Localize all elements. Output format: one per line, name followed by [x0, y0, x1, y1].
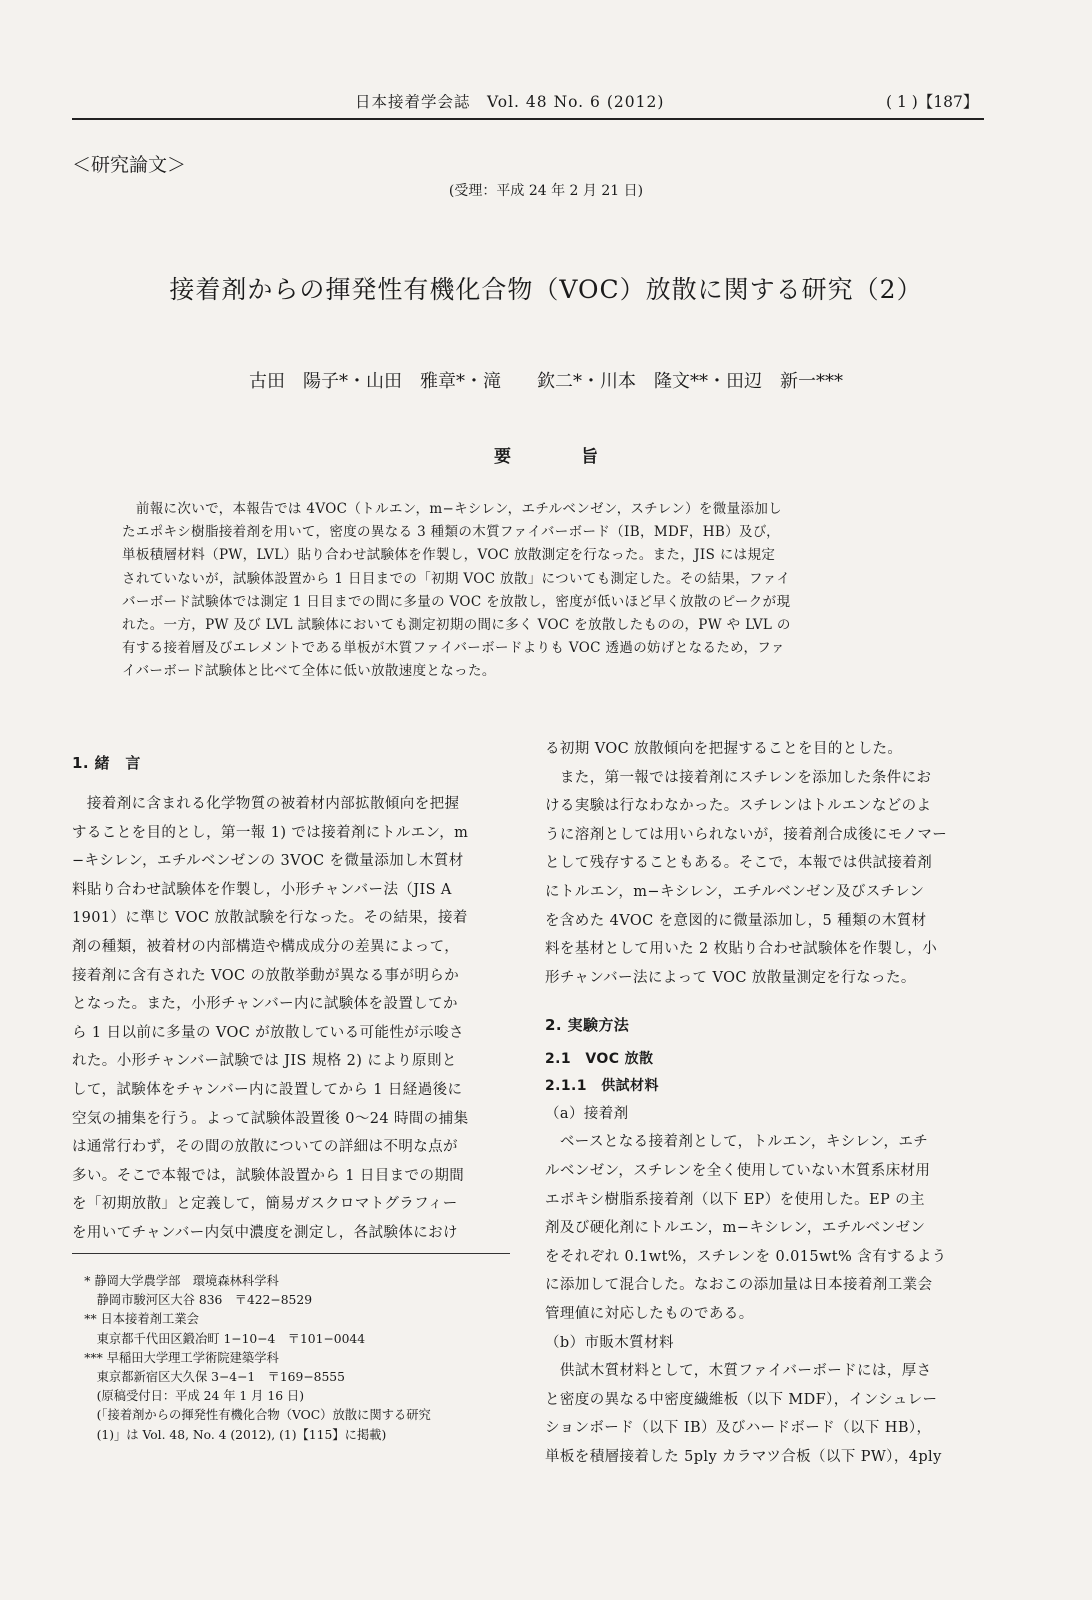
body-line: うに溶剤としては用いられないが，接着剤合成後にモノマー [545, 826, 948, 843]
body-line: ベースとなる接着剤として，トルエン，キシレン，エチ [545, 1134, 929, 1151]
footnote-line: 東京都千代田区鍛冶町 1−10−4 〒101−0044 [72, 1331, 366, 1346]
abstract-line: されていないが，試験体設置から 1 日目までの「初期 VOC 放散」についても測定した。その結果，ファイ [122, 570, 791, 587]
body-line: 管理値に対応したものである。 [545, 1305, 754, 1322]
body-line: として残存することもある。そこで，本報では供試接着剤 [545, 855, 933, 872]
author-list: 古田 陽子*・山田 雅章*・滝 欽二*・川本 隆文**・田辺 新一*** [249, 371, 843, 392]
body-line: ションボード（以下 IB）及びハードボード（以下 HB）， [545, 1420, 932, 1437]
body-line: して，試験体をチャンバー内に設置してから 1 日経過後に [72, 1081, 463, 1098]
section-heading-methods: 2. 実験方法 [545, 1016, 630, 1035]
subsubsection-heading-materials: 2.1.1 供試材料 [545, 1078, 659, 1095]
footnote-line: 東京都新宿区大久保 3−4−1 〒169−8555 [72, 1369, 345, 1384]
item-heading-adhesive: （a）接着剤 [545, 1106, 629, 1123]
abstract-line: 有する接着層及びエレメントである単板が木質ファイバーボードよりも VOC 透過の妨げとなるため，ファ [122, 640, 785, 657]
footnote-line: 静岡市駿河区大谷 836 〒422−8529 [72, 1293, 313, 1308]
abstract-line: たエポキシ樹脂接着剤を用いて，密度の異なる 3 種類の木質ファイバーボード（IB，MDF，HB）及び， [122, 524, 780, 541]
right-column [545, 737, 987, 1473]
body-line: また，第一報では接着剤にスチレンを添加した条件にお [545, 769, 932, 786]
body-line: を用いてチャンバー内気中濃度を測定し，各試験体におけ [72, 1224, 458, 1241]
abstract-heading: 要旨 [494, 447, 668, 467]
body-line: 多い。そこで本報では，試験体設置から 1 日目までの期間 [72, 1167, 465, 1184]
body-line: にトルエン，m−キシレン，エチルベンゼン及びスチレン [545, 883, 925, 900]
body-line: となった。また，小形チャンバー内に試験体を設置してか [72, 996, 458, 1013]
section-heading-introduction: 1. 緒 言 [72, 754, 141, 772]
body-line: は通常行わず，その間の放散についての詳細は不明な点が [72, 1139, 458, 1156]
spacer [545, 994, 987, 1014]
footnote-line: (1)」は Vol. 48, No. 4 (2012), (1)【115】に掲載) [72, 1427, 387, 1442]
abstract-line: 前報に次いで，本報告では 4VOC（トルエン，m−キシレン，エチルベンゼン，スチレン）を微量添加し [122, 501, 783, 517]
item-heading-wood: （b）市販木質材料 [545, 1334, 674, 1351]
footnote-line: (原稿受付日：平成 24 年 1 月 16 日) [72, 1389, 305, 1404]
abstract-line: 単板積層材料（PW，LVL）貼り合わせ試験体を作製し，VOC 放散測定を行なった。また，JIS には規定 [122, 547, 776, 564]
body-line: を含めた 4VOC を意図的に微量添加し，5 種類の木質材 [545, 912, 927, 929]
body-line: 単板を積層接着した 5ply カラマツ合板（以下 PW），4ply [545, 1448, 942, 1465]
subsection-heading-voc: 2.1 VOC 放散 [545, 1051, 654, 1068]
footnotes [72, 1271, 518, 1444]
footnote-line: *** 早稲田大学理工学術院建築学科 [72, 1350, 279, 1365]
body-line: 接着剤に含まれる化学物質の被着材内部拡散傾向を把握 [72, 796, 460, 812]
body-line: 料貼り合わせ試験体を作製し，小形チャンバー法（JIS A [72, 881, 452, 898]
body-line: 剤及び硬化剤にトルエン，m−キシレン，エチルベンゼン [545, 1220, 926, 1237]
body-line: 空気の捕集を行う。よって試験体設置後 0〜24 時間の捕集 [72, 1110, 469, 1127]
body-line: に添加して混合した。なおこの添加量は日本接着剤工業会 [545, 1277, 933, 1294]
body-line: エポキシ樹脂系接着剤（以下 EP）を使用した。EP の主 [545, 1191, 925, 1208]
body-line: 剤の種類，被着材の内部構造や構成成分の差異によって， [72, 938, 460, 955]
body-line: をそれぞれ 0.1wt%，スチレンを 0.015wt% 含有するよう [545, 1248, 947, 1265]
body-line: することを目的とし，第一報 1) では接着剤にトルエン，m [72, 824, 469, 841]
paper-title: 接着剤からの揮発性有機化合物（VOC）放散に関する研究（2） [169, 275, 923, 304]
footnote-rule [72, 1253, 510, 1254]
page-number: ( 1 )【187】 [886, 93, 979, 111]
body-line: を「初期放散」と定義して，簡易ガスクロマトグラフィー [72, 1196, 458, 1213]
running-header: 日本接着学会誌 Vol. 48 No. 6 (2012) [355, 93, 665, 111]
body-line: ける実験は行なわなかった。スチレンはトルエンなどのよ [545, 798, 932, 815]
left-column [72, 752, 514, 1250]
body-line: 接着剤に含有された VOC の放散挙動が異なる事が明らか [72, 967, 460, 984]
body-line: 供試木質材料として，木質ファイバーボードには，厚さ [545, 1363, 932, 1380]
abstract-line: イバーボード試験体と比べて全体に低い放散速度となった。 [122, 663, 496, 680]
body-line: と密度の異なる中密度繊維板（以下 MDF），インシュレー [545, 1391, 938, 1408]
body-line: 料を基材として用いた 2 枚貼り合わせ試験体を作製し，小 [545, 941, 938, 958]
footnote-line: * 静岡大学農学部 環境森林科学科 [72, 1274, 279, 1288]
article-type-label: ＜研究論文＞ [72, 154, 187, 176]
abstract-body [122, 497, 940, 683]
body-line: −キシレン，エチルベンゼンの 3VOC を微量添加し木質材 [72, 853, 464, 870]
body-line: る初期 VOC 放散傾向を把握することを目的とした。 [545, 741, 903, 757]
body-line: ルベンゼン，スチレンを全く使用していない木質系床材用 [545, 1162, 931, 1179]
body-line: ら 1 日以前に多量の VOC が放散している可能性が示唆さ [72, 1024, 464, 1041]
footnote-line: ** 日本接着剤工業会 [72, 1312, 199, 1327]
footnote-line: (「接着剤からの揮発性有機化合物（VOC）放散に関する研究 [72, 1408, 431, 1423]
received-date: (受理：平成 24 年 2 月 21 日) [448, 183, 644, 199]
body-line: 1901）に準じ VOC 放散試験を行なった。その結果，接着 [72, 910, 468, 927]
body-line: れた。小形チャンバー試験では JIS 規格 2) により原則と [72, 1053, 457, 1070]
header-rule [72, 118, 984, 120]
abstract-line: バーボード試験体では測定 1 日目までの間に多量の VOC を放散し，密度が低いほど早く放散のピークが現 [122, 593, 791, 610]
abstract-line: れた。一方，PW 及び LVL 試験体においても測定初期の間に多く VOC を放散したものの，PW や LVL の [122, 616, 791, 633]
body-line: 形チャンバー法によって VOC 放散量測定を行なった。 [545, 969, 916, 986]
